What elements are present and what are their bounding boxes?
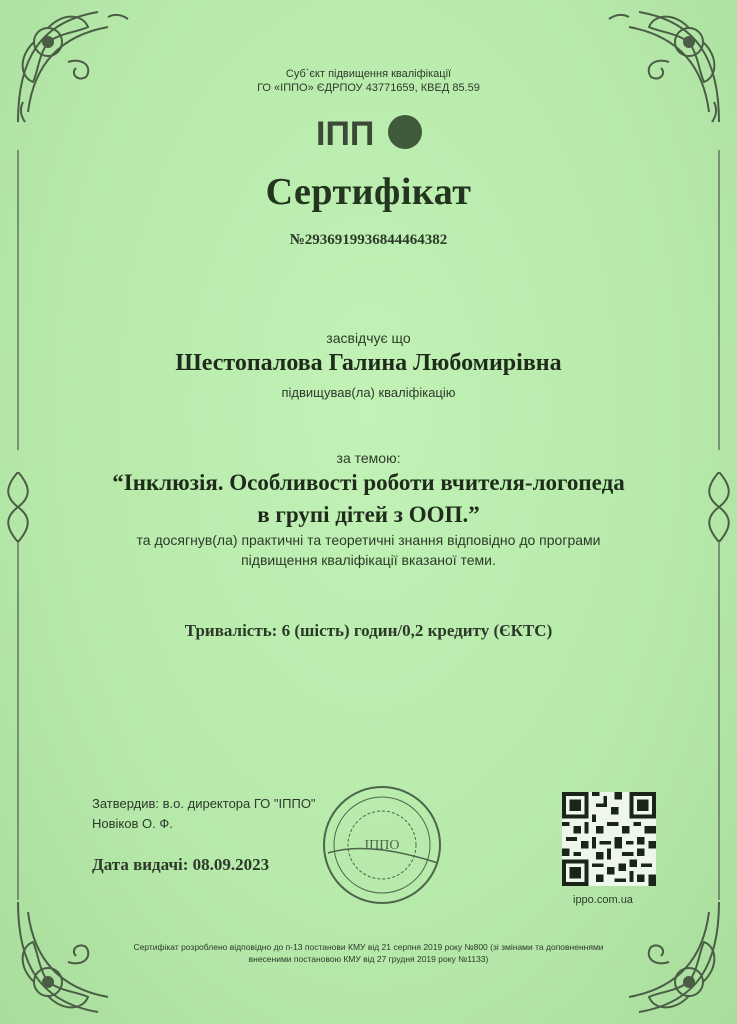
- issue-date: Дата видачі: 08.09.2023: [92, 855, 270, 874]
- border-line-left-bottom: [17, 540, 19, 900]
- recipient-name: Шестопалова Галина Любомирівна: [175, 350, 562, 376]
- achieved-line-1: та досягнув(ла) практичні та теоретичні знання відповідно до програми: [136, 532, 601, 548]
- issuer-line-1: Суб`єкт підвищення кваліфікації: [285, 68, 452, 80]
- footer-line-1: Сертифікат розроблено відповідно до п-13 постанови КМУ від 21 серпня 2019 року №800 (зі змінами та доповненнями: [133, 942, 604, 952]
- qr-code[interactable]: [562, 792, 656, 886]
- achieved-line-2: підвищення кваліфікації вказаної теми.: [241, 552, 496, 568]
- footer-line-2: внесеними постановою КМУ від 27 грудня 2019 року №1133): [248, 954, 489, 964]
- website-link[interactable]: ippo.com.ua: [573, 894, 633, 906]
- raised-qualification-label: підвищував(ла) кваліфікацію: [281, 385, 456, 400]
- official-stamp: [320, 783, 444, 907]
- stamp-text: ІППО: [364, 838, 400, 853]
- certifies-label: засвідчує що: [326, 330, 411, 346]
- corner-ornament-top-left: [8, 2, 138, 132]
- logo-text: ІПП: [316, 115, 375, 150]
- certificate-title: Сертифікат: [265, 171, 472, 213]
- corner-ornament-top-right: [599, 2, 729, 132]
- ippo-logo: [316, 114, 426, 150]
- certificate-number: №2936919936844464382: [289, 232, 448, 248]
- signer-name: Новіков О. Ф.: [92, 816, 173, 831]
- duration-text: Тривалість: 6 (шість) годин/0,2 кредиту (ЄКТС): [184, 621, 553, 640]
- topic-label: за темою:: [336, 450, 401, 466]
- topic-line-2: в групі дітей з ООП.”: [257, 502, 480, 527]
- topic-line-1: “Інклюзія. Особливості роботи вчителя-логопеда: [112, 470, 625, 495]
- approved-by: Затвердив: в.о. директора ГО "ІППО": [92, 796, 316, 811]
- issuer-line-2: ГО «ІППО» ЄДРПОУ 43771659, КВЕД 85.59: [257, 82, 480, 94]
- logo-circle: [388, 115, 422, 149]
- border-line-right-bottom: [718, 540, 720, 900]
